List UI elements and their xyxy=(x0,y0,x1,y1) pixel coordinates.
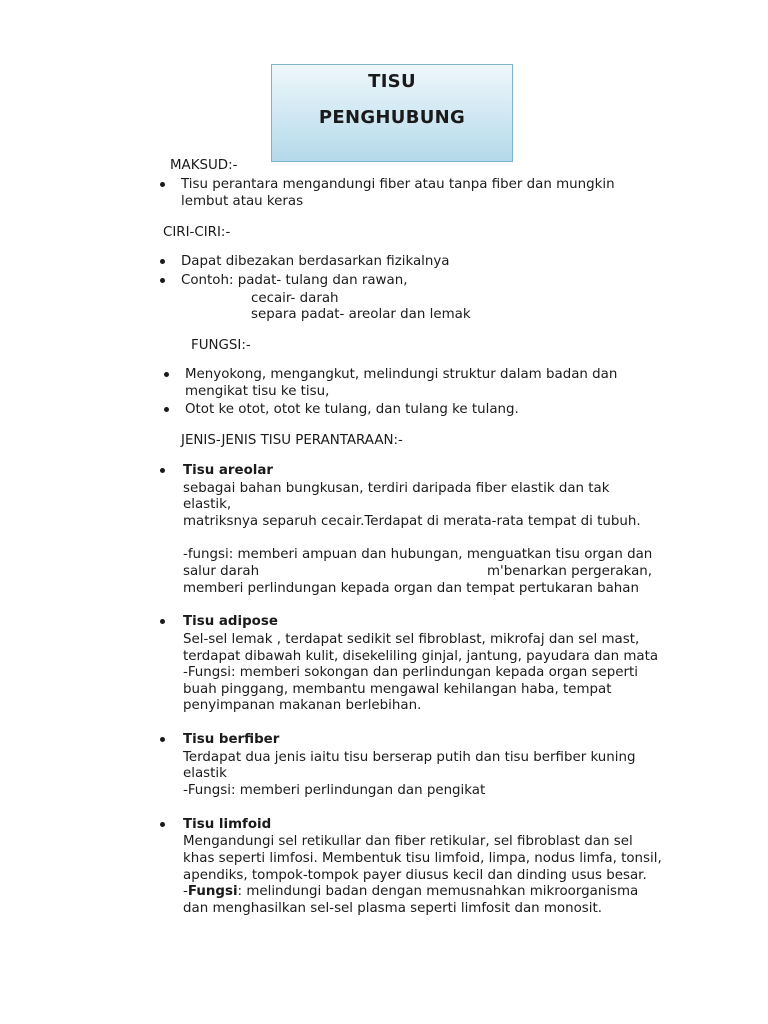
areolar-line-1: sebagai bahan bungkusan, terdiri daripada fiber elastik dan tak xyxy=(183,481,610,496)
limfoid-line-1: Mengandungi sel retikullar dan fiber retikular, sel fibroblast dan sel xyxy=(183,834,633,849)
areolar-line-5a: salur darah xyxy=(183,564,260,579)
areolar-line-3: matriksnya separuh cecair.Terdapat di merata-rata tempat di tubuh. xyxy=(183,514,641,529)
limfoid-line-5: dan menghasilkan sel-sel plasma seperti limfosit dan monosit. xyxy=(183,901,603,916)
bullet xyxy=(160,737,165,742)
limfoid-line-2: khas seperti limfosi. Membentuk tisu limfoid, limpa, nodus limfa, tonsil, xyxy=(183,851,662,866)
adipose-title: Tisu adipose xyxy=(183,614,278,629)
adipose-line-2: terdapat dibawah kulit, disekeliling ginjal, jantung, payudara dan mata xyxy=(183,649,659,664)
fungsi-item-1-line1: Menyokong, mengangkut, melindungi struktur dalam badan dan xyxy=(185,367,618,382)
bullet xyxy=(164,372,169,377)
bullet xyxy=(160,182,165,187)
adipose-line-4: buah pinggang, membantu mengawal kehilangan haba, tempat xyxy=(183,682,612,697)
title-line-2: PENGHUBUNG xyxy=(318,107,466,128)
bullet xyxy=(160,259,165,264)
maksud-item-line2: lembut atau keras xyxy=(181,194,304,209)
berfiber-line-2: elastik xyxy=(183,766,227,781)
maksud-heading: MAKSUD:- xyxy=(170,158,238,173)
berfiber-title: Tisu berfiber xyxy=(183,732,280,747)
fungsi-item-2: Otot ke otot, otot ke tulang, dan tulang ke tulang. xyxy=(185,402,519,417)
ciri-item-1: Dapat dibezakan berdasarkan fizikalnya xyxy=(181,254,450,269)
title-line-1: TISU xyxy=(368,71,416,92)
maksud-item-line1: Tisu perantara mengandungi fiber atau tanpa fiber dan mungkin xyxy=(181,177,615,192)
areolar-line-4: -fungsi: memberi ampuan dan hubungan, menguatkan tisu organ dan xyxy=(183,547,653,562)
jenis-heading: JENIS-JENIS TISU PERANTARAAN:- xyxy=(181,433,403,448)
areolar-title: Tisu areolar xyxy=(183,463,274,478)
ciri-item-2-line2: cecair- darah xyxy=(251,291,339,306)
bullet xyxy=(164,407,169,412)
berfiber-line-3: -Fungsi: memberi perlindungan dan pengikat xyxy=(183,783,486,798)
ciri-item-2-line1: Contoh: padat- tulang dan rawan, xyxy=(181,273,408,288)
fungsi-heading: FUNGSI:- xyxy=(191,338,251,353)
ciri-heading: CIRI-CIRI:- xyxy=(163,225,231,240)
limfoid-line-4 xyxy=(183,883,638,900)
limfoid-title: Tisu limfoid xyxy=(183,817,272,832)
limfoid-line-3: apendiks, tompok-tompok payer diusus kecil dan dinding usus besar. xyxy=(183,868,647,883)
bullet xyxy=(160,822,165,827)
bullet xyxy=(160,278,165,283)
adipose-line-3: -Fungsi: memberi sokongan dan perlindungan kepada organ seperti xyxy=(183,665,638,680)
limfoid-line-4-prefix: - xyxy=(183,884,188,899)
areolar-line-2: elastik, xyxy=(183,497,232,512)
adipose-line-1: Sel-sel lemak , terdapat sedikit sel fibroblast, mikrofaj dan sel mast, xyxy=(183,632,640,647)
bullet xyxy=(160,619,165,624)
areolar-line-5b: m'benarkan pergerakan, xyxy=(487,564,653,579)
adipose-line-5: penyimpanan makanan berlebihan. xyxy=(183,698,422,713)
limfoid-line-4-bold: Fungsi xyxy=(187,884,238,899)
fungsi-item-1-line2: mengikat tisu ke tisu, xyxy=(185,384,330,399)
bullet xyxy=(160,468,165,473)
limfoid-line-4-rest: : melindungi badan dengan memusnahkan mikroorganisma xyxy=(237,884,639,899)
areolar-line-6: memberi perlindungan kepada organ dan tempat pertukaran bahan xyxy=(183,581,639,596)
ciri-item-2-line3: separa padat- areolar dan lemak xyxy=(251,307,471,322)
berfiber-line-1: Terdapat dua jenis iaitu tisu berserap putih dan tisu berfiber kuning xyxy=(183,750,636,765)
title-box xyxy=(271,64,513,162)
